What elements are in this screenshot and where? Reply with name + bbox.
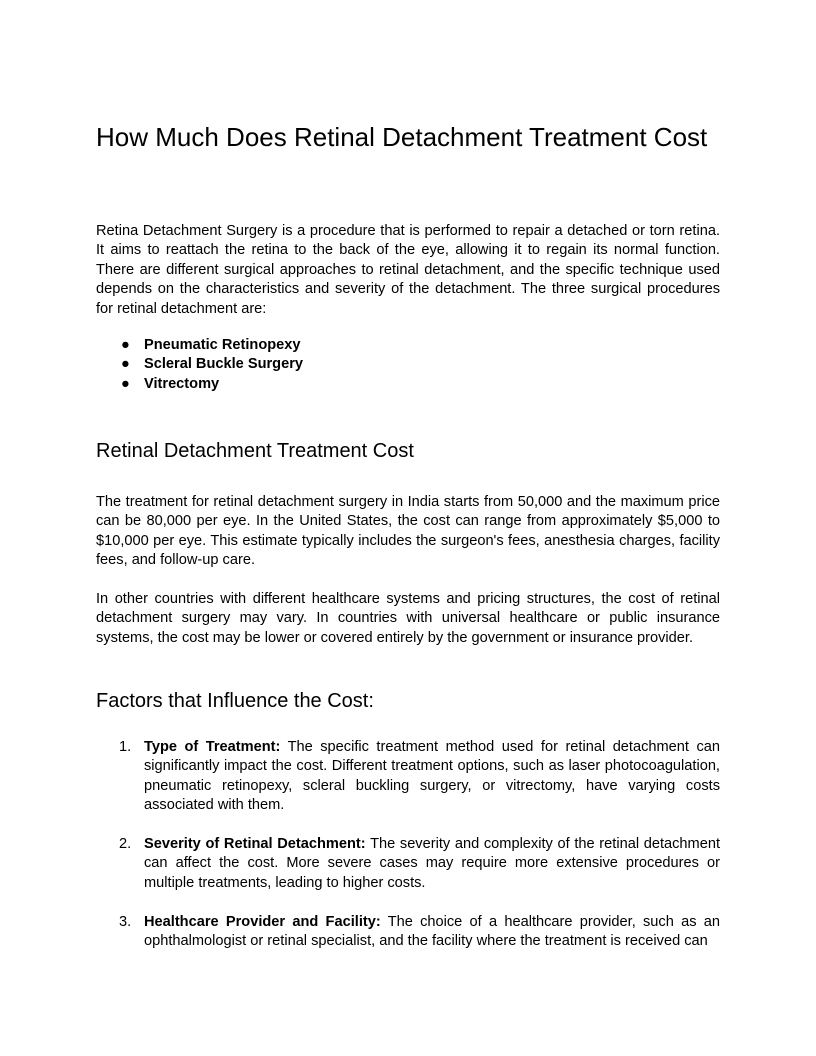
factor-text: The severity and complexity of the retinal detachment can affect the cost. More severe cases may require more extensive procedures or multiple treatments, leading to higher costs. — [144, 836, 720, 891]
procedure-label: Scleral Buckle Surgery — [144, 356, 303, 373]
factor-text: The specific treatment method used for retinal detachment can significantly impact the cost. Different treatment options, such as laser photocoagulation, pneumatic retinopexy, scleral buckling surgery, or vitrectomy, have varying costs associated with them. — [144, 739, 720, 814]
procedure-label: Vitrectomy — [144, 375, 220, 392]
list-number: 1. — [119, 739, 132, 755]
procedure-label: Pneumatic Retinopexy — [144, 337, 301, 353]
bullet-icon: ● — [121, 375, 130, 392]
factor-label: Type of Treatment: — [144, 739, 281, 755]
section-heading-factors: Factors that Influence the Cost: — [96, 690, 374, 712]
factor-text: The choice of a healthcare provider, such as an ophthalmologist or retinal specialist, and the facility where the treatment is received can — [144, 913, 720, 950]
list-item — [96, 355, 303, 374]
intro-paragraph: Retina Detachment Surgery is a procedure that is performed to repair a detached or torn retina. It aims to reattach the retina to the back of the eye, allowing it to regain its normal function. There are different surgical approaches to retinal detachment, and the specific technique used depends on the characteristics and severity of the detachment. The three surgical procedures for retinal detachment are: — [96, 223, 720, 317]
bullet-icon: ● — [121, 356, 130, 373]
page-title: How Much Does Retinal Detachment Treatment Cost — [96, 122, 708, 152]
cost-paragraph-1: The treatment for retinal detachment surgery in India starts from 50,000 and the maximum price can be 80,000 per eye. In the United States, the cost can range from approximately $5,000 to $10,000 per eye. This estimate typically includes the surgeon's fees, anesthesia charges, facility fees, and follow-up care. — [96, 494, 720, 569]
list-item — [96, 336, 303, 355]
list-item — [96, 738, 720, 816]
list-item — [96, 835, 720, 893]
list-number: 2. — [119, 836, 132, 853]
procedure-list — [96, 336, 303, 394]
factors-list — [96, 738, 720, 971]
factor-label: Healthcare Provider and Facility: — [144, 913, 381, 930]
cost-paragraph-2: In other countries with different healthcare systems and pricing structures, the cost of retinal detachment surgery may vary. In countries with universal healthcare or public insurance systems, the cost may be lower or covered entirely by the government or insurance provider. — [96, 591, 720, 646]
section-heading-cost: Retinal Detachment Treatment Cost — [96, 440, 414, 462]
bullet-icon: ● — [121, 337, 130, 353]
factor-label: Severity of Retinal Detachment: — [144, 836, 366, 853]
list-item — [96, 913, 720, 952]
list-number: 3. — [119, 913, 132, 930]
list-item — [96, 375, 303, 394]
